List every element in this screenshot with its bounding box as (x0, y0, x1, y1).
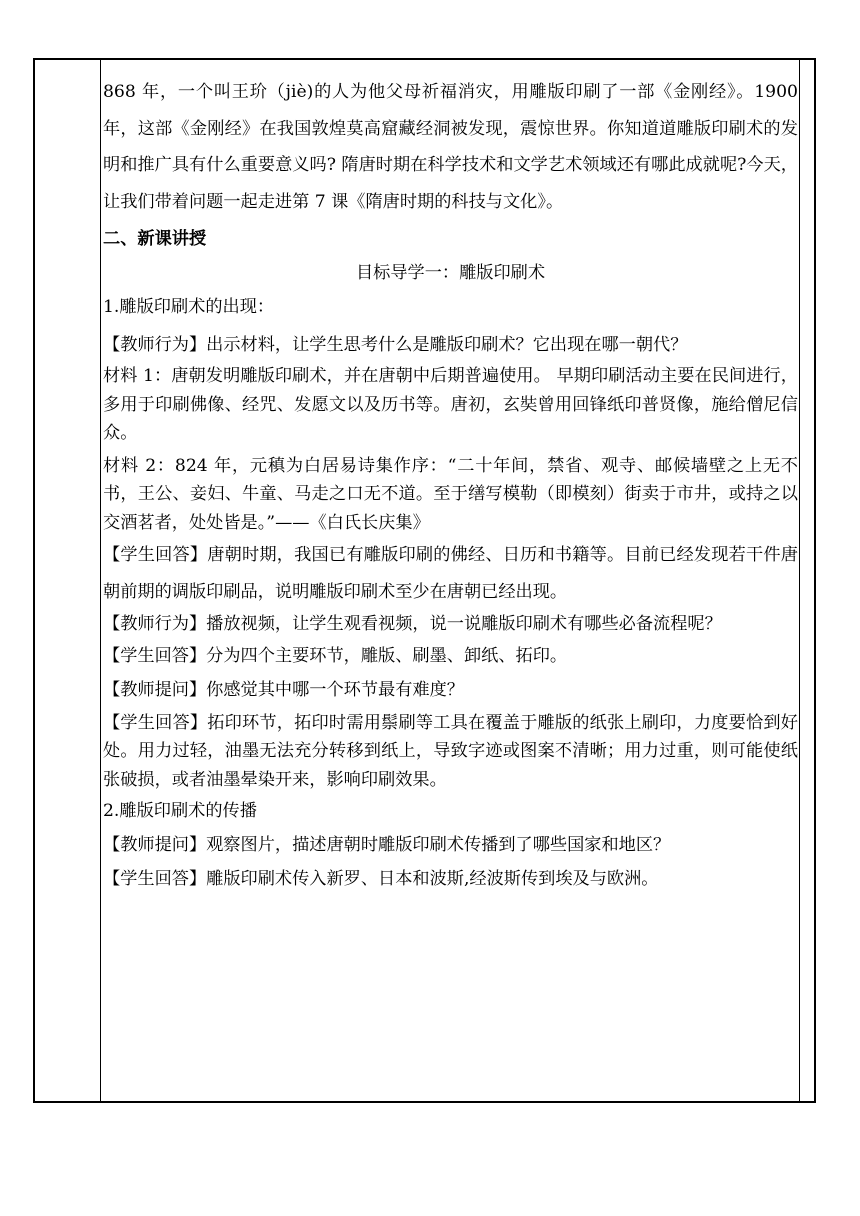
left-column-divider (100, 60, 101, 1101)
student-answer-4: 【学生回答】雕版印刷术传入新罗、日本和波斯,经波斯传到埃及与欧洲。 (103, 869, 659, 889)
lesson-table (33, 58, 816, 1103)
lesson-content (103, 74, 798, 896)
right-column-divider (799, 60, 800, 1101)
material-2: 材料 2：824 年，元稹为白居易诗集作序：“二十年间，禁省、观寺、邮候墙壁之上无不书，王公、妾妇、牛童、马走之口无不道。至于缮写模勒（即模刻）街卖于市井，或持之以交酒茗者，处处皆是。”——《白氏长庆集》 (103, 455, 798, 533)
teacher-question-1: 【教师提问】你感觉其中哪一个环节最有难度？ (103, 679, 464, 700)
material-1: 材料 1：唐朝发明雕版印刷术，并在唐朝中后期普遍使用。 早期印刷活动主要在民间进行，多用于印刷佛像、经咒、发愿文以及历书等。唐初，玄奘曾用回锋纸印普贤像，施给僧尼信众。 (103, 366, 798, 443)
teacher-question-2: 【教师提问】观察图片，描述唐朝时雕版印刷术传播到了哪些国家和地区？ (103, 835, 671, 855)
subsection-title-2: 2.雕版印刷术的传播 (103, 801, 257, 821)
section-heading: 二、新课讲授 (103, 229, 207, 249)
teacher-action-2: 【教师行为】播放视频，让学生观看视频，说一说雕版印刷术有哪些必备流程呢？ (103, 614, 722, 634)
goal-title: 目标导学一：雕版印刷术 (355, 263, 546, 283)
student-answer-1: 【学生回答】唐朝时期，我国已有雕版印刷的佛经、日历和书籍等。目前已经发现若干件唐朝前期的调版印刷品，说明雕版印刷术至少在唐朝已经出现。 (103, 545, 798, 602)
student-answer-2: 【学生回答】分为四个主要环节，雕版、刷墨、卸纸、拓印。 (103, 645, 568, 666)
student-answer-3: 【学生回答】拓印环节，拓印时需用鬃刷等工具在覆盖于雕版的纸张上刷印，力度要恰到好处。用力过轻，油墨无法充分转移到纸上，导致字迹或图案不清晰；用力过重，则可能使纸张破损，或者油墨晕染开来，影响印刷效果。 (103, 712, 798, 790)
subsection-title-1: 1.雕版印刷术的出现： (103, 297, 275, 317)
teacher-action-1: 【教师行为】出示材料，让学生思考什么是雕版印刷术？它出现在哪一朝代？ (103, 335, 688, 355)
intro-paragraph: 868 年，一个叫王玠（jiè)的人为他父母祈福消灾，用雕版印刷了一部《金刚经》。1900 年，这部《金刚经》在我国敦煌莫高窟藏经洞被发现，震惊世界。你知道道雕版印刷术的发明和推广具有什么重要意义吗? 隋唐时期在科学技术和文学艺术领域还有哪此成就呢?今天，让我们带着问题一起走进第 7 课《隋唐时期的科技与文化》。 (103, 82, 798, 212)
